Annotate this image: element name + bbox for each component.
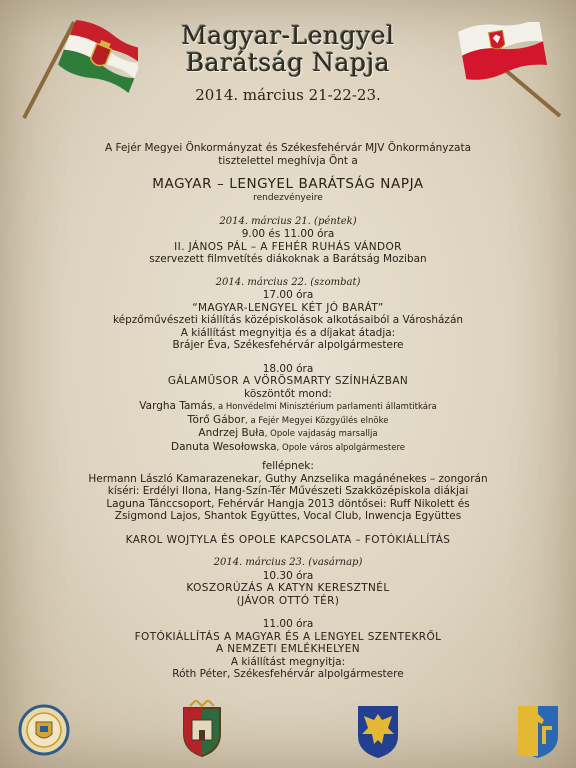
speaker-name: Danuta Wesołowska [170,440,277,453]
day2-time1: 17.00 óra [262,289,314,301]
day2-desc1: képzőművészeti kiállítás középiskolások alkotásaiból a Városházán [112,314,464,326]
day3-opening: A kiállítást megnyitja: [230,655,346,668]
speaker-name: Andrzej Buła [198,427,265,439]
day2-opener [0,339,576,352]
day2-date: 2014. március 22. (szombat) [215,276,361,288]
speaker-name: Törő Gábor [187,413,246,426]
title-block [0,22,576,104]
day3-title1b: (JÁVOR OTTÓ TÉR) [236,594,340,607]
city-coat-of-arms-icon [176,700,228,760]
day1-title: II. JÁNOS PÁL – A FEHÉR RUHÁS VÁNDOR [174,240,402,253]
logo-row [0,700,576,760]
day1-date: 2014. március 21. (péntek) [219,215,357,227]
performers-line: Zsigmond Lajos, Shantok Együttes, Vocal Club, Inwencja Együttes [114,510,462,522]
event-dates: 2014. március 21-22-23. [195,86,381,104]
speaker-role: , Opole város alpolgármestere [276,442,406,453]
opener-name: Brájer Éva [172,339,227,351]
day1-time: 9.00 és 11.00 óra [241,228,335,240]
invite-line: tisztelettel meghívja Önt a [218,154,358,167]
county-emblem-icon [18,700,70,760]
performers-label: fellépnek: [262,460,314,472]
day3-time2: 11.00 óra [262,618,314,630]
day1-desc: szervezett filmvetítés diákoknak a Barátság Moziban [149,253,427,265]
speaker-line [0,441,576,455]
opener-role: , Székesfehérvár alpolgármestere [226,668,404,680]
event-name: MAGYAR – LENGYEL BARÁTSÁG NAPJA [152,176,424,192]
exhibit-line: KAROL WOJTYLA ÉS OPOLE KAPCSOLATA – FOTÓKIÁLLÍTÁS [125,533,451,546]
day3-opener [0,668,576,681]
speaker-role: , a Fejér Megyei Közgyűlés elnöke [245,415,389,426]
performers-line: kíséri: Erdélyi Ilona, Hang-Szín-Tér Művészeti Szakközépiskola diákjai [107,485,469,497]
day3-date: 2014. március 23. (vasárnap) [213,557,363,568]
day2-title1: “MAGYAR-LENGYEL KÉT JÓ BARÁT” [192,301,384,314]
day3-title1a: KOSZORÚZÁS A KATYN KERESZTNÉL [186,582,390,594]
day3-time1: 10.30 óra [262,569,314,582]
title-line-1: Magyar-Lengyel [181,21,395,50]
opener-role: , Székesfehérvár alpolgármestere [226,339,404,351]
day2-title2: GÁLAMŰSOR A VÖRÖSMARTY SZÍNHÁZBAN [167,375,409,387]
speaker-line [0,414,576,428]
speaker-line [0,427,576,441]
day3-title2a: FOTÓKIÁLLÍTÁS A MAGYAR ÉS A LENGYEL SZENTEKRŐL [134,630,442,643]
day2-time2: 18.00 óra [262,362,314,375]
opener-name: Róth Péter [172,668,227,680]
invitation-content [0,142,576,681]
speaker-line [0,400,576,414]
opole-voivodeship-eagle-icon [352,700,404,760]
speaker-role: , Opole vajdaság marsallja [264,429,378,439]
day2-opening: A kiállítást megnyitja és a díjakat átadja: [180,326,396,339]
title-line-2: Barátság Napja [185,48,391,77]
hosts-line: A Fejér Megyei Önkormányzat és Székesfehérvár MJV Önkormányzata [104,142,472,154]
performers-line: Hermann László Kamarazenekar, Guthy Anzselika magánénekes – zongorán [88,472,488,485]
speaker-role: , a Honvédelmi Minisztérium parlamenti államtitkára [212,402,437,412]
event-suffix: rendezvényeire [253,193,323,203]
day3-title2b: A NEMZETI EMLÉKHELYEN [215,643,361,655]
performers-line: Laguna Tánccsoport, Fehérvár Hangja 2013 döntősei: Ruff Nikolett és [106,497,470,510]
opole-city-arms-icon [512,700,564,760]
greeting-label: köszöntőt mond: [244,387,332,400]
speaker-name: Vargha Tamás [139,400,213,412]
